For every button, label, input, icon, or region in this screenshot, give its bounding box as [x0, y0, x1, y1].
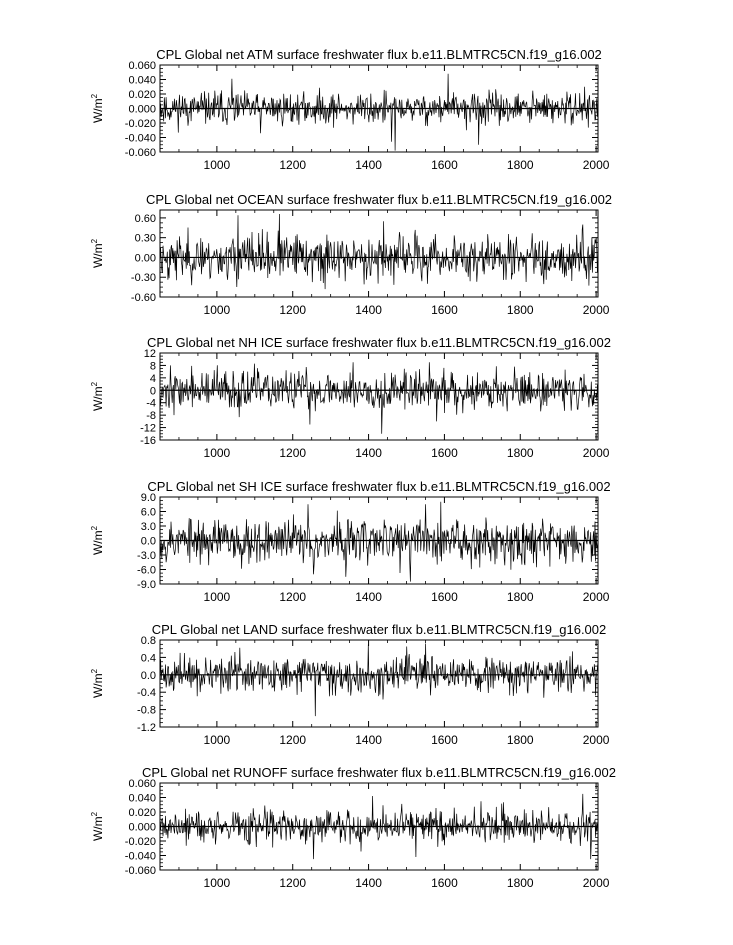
- x-tick-label: 1200: [279, 446, 307, 460]
- x-tick-label: 1600: [431, 733, 458, 747]
- x-tick-label: 1200: [279, 876, 307, 890]
- series-line: [160, 362, 598, 434]
- y-axis-label: [90, 93, 105, 123]
- series-line: [160, 644, 598, 717]
- x-tick-label: 1000: [203, 158, 231, 172]
- chart-title: CPL Global net OCEAN surface freshwater flux b.e11.BLMTRC5CN.f19_g16.002: [145, 192, 613, 207]
- y-tick-label: -6.0: [137, 564, 156, 577]
- y-axis-unit-exponent: 2: [90, 525, 99, 531]
- chart-title: CPL Global net LAND surface freshwater flux b.e11.BLMTRC5CN.f19_g16.002: [151, 622, 607, 637]
- y-tick-label: 0.000: [128, 103, 156, 116]
- y-axis-label: [90, 238, 105, 268]
- y-tick-label: 0.0: [140, 669, 156, 682]
- y-tick-label: -0.8: [137, 704, 156, 717]
- x-tick-label: 1800: [506, 158, 534, 172]
- y-tick-label: 0.4: [140, 652, 156, 665]
- y-tick-label: 0.040: [128, 74, 156, 87]
- y-tick-label: -0.060: [124, 865, 156, 877]
- y-tick-label: -0.020: [124, 836, 156, 848]
- chart-panel-3: [90, 335, 611, 460]
- y-axis-unit: W/m: [91, 98, 105, 124]
- x-tick-label: 1000: [203, 733, 231, 747]
- y-tick-label: 0: [149, 385, 156, 398]
- x-tick-label: 2000: [582, 303, 610, 317]
- x-tick-label: 1000: [203, 303, 231, 317]
- series-line: [160, 74, 598, 151]
- y-tick-label: -12: [140, 422, 156, 435]
- x-tick-label: 1400: [355, 446, 382, 460]
- x-tick-label: 1400: [355, 876, 382, 890]
- x-tick-label: 1400: [355, 590, 382, 604]
- y-tick-label: 0.0: [140, 535, 156, 548]
- chart-title: CPL Global net SH ICE surface freshwater flux b.e11.BLMTRC5CN.f19_g16.002: [147, 479, 611, 494]
- y-tick-label: 4: [149, 372, 156, 385]
- x-tick-label: 1400: [355, 303, 382, 317]
- x-tick-label: 2000: [582, 876, 610, 890]
- x-tick-label: 1600: [431, 158, 458, 172]
- y-tick-label: -4: [146, 397, 156, 410]
- y-tick-label: 12: [143, 348, 156, 360]
- x-tick-label: 1800: [506, 303, 534, 317]
- chart-panel-6: [90, 765, 616, 890]
- y-tick-label: -0.30: [130, 272, 156, 285]
- y-tick-label: -9.0: [137, 579, 156, 591]
- plot-frame: [160, 210, 598, 297]
- x-tick-label: 2000: [582, 158, 610, 172]
- y-tick-label: 0.020: [128, 89, 156, 101]
- y-axis-unit-exponent: 2: [90, 668, 99, 674]
- x-tick-label: 1600: [431, 303, 458, 317]
- y-tick-label: 0.020: [128, 807, 156, 819]
- y-axis-unit: W/m: [91, 243, 105, 269]
- chart-title: CPL Global net ATM surface freshwater flux b.e11.BLMTRC5CN.f19_g16.002: [156, 47, 602, 62]
- y-tick-label: -16: [140, 435, 156, 447]
- x-tick-label: 1600: [431, 446, 458, 460]
- x-tick-label: 1400: [355, 733, 382, 747]
- y-axis-label: [90, 811, 105, 841]
- y-tick-label: -0.60: [130, 292, 156, 304]
- series-line: [160, 214, 598, 289]
- y-axis-unit: W/m: [91, 386, 105, 412]
- x-tick-label: 2000: [582, 446, 610, 460]
- x-tick-label: 2000: [582, 733, 610, 747]
- chart-panel-5: [90, 622, 610, 747]
- y-tick-label: 0.000: [128, 821, 156, 834]
- y-axis-unit-exponent: 2: [90, 381, 99, 387]
- y-tick-label: 8: [149, 360, 156, 373]
- x-tick-label: 1800: [506, 590, 534, 604]
- y-axis-unit: W/m: [91, 673, 105, 699]
- x-tick-label: 1000: [203, 876, 231, 890]
- y-axis-unit: W/m: [91, 530, 105, 556]
- chart-title: CPL Global net NH ICE surface freshwater flux b.e11.BLMTRC5CN.f19_g16.002: [147, 335, 611, 350]
- chart-title: CPL Global net RUNOFF surface freshwater flux b.e11.BLMTRC5CN.f19_g16.002: [142, 765, 616, 780]
- chart-panel-4: [90, 479, 611, 604]
- y-tick-label: -0.020: [124, 118, 156, 130]
- y-tick-label: -1.2: [137, 722, 156, 734]
- chart-panel-1: [90, 47, 610, 172]
- y-tick-label: -8: [146, 410, 156, 423]
- x-tick-label: 1200: [279, 733, 307, 747]
- x-tick-label: 1400: [355, 158, 382, 172]
- y-axis-unit-exponent: 2: [90, 238, 99, 244]
- x-tick-label: 1600: [431, 590, 458, 604]
- x-tick-label: 1200: [279, 303, 307, 317]
- x-tick-label: 1200: [279, 590, 307, 604]
- y-tick-label: -0.040: [124, 850, 156, 863]
- x-tick-label: 1800: [506, 446, 534, 460]
- y-tick-label: -0.060: [124, 147, 156, 159]
- series-line: [160, 502, 598, 582]
- y-tick-label: 0.060: [128, 778, 156, 790]
- y-tick-label: 3.0: [140, 521, 156, 533]
- x-tick-label: 1000: [203, 446, 231, 460]
- chart-panel-2: [90, 192, 612, 317]
- y-tick-label: 0.8: [140, 635, 156, 647]
- y-tick-label: 0.60: [134, 212, 156, 225]
- y-axis-unit-exponent: 2: [90, 811, 99, 817]
- y-axis-unit-exponent: 2: [90, 93, 99, 99]
- y-axis-label: [90, 668, 105, 698]
- y-axis-unit: W/m: [91, 816, 105, 842]
- x-tick-label: 1800: [506, 876, 534, 890]
- x-tick-label: 2000: [582, 590, 610, 604]
- x-tick-label: 1200: [279, 158, 307, 172]
- y-tick-label: -0.4: [137, 687, 156, 700]
- y-tick-label: -3.0: [137, 550, 156, 562]
- y-tick-label: 0.040: [128, 792, 156, 805]
- y-tick-label: 6.0: [140, 506, 156, 519]
- y-tick-label: 0.00: [134, 252, 156, 265]
- y-tick-label: 0.060: [128, 60, 156, 72]
- y-tick-label: 0.30: [134, 232, 156, 245]
- x-tick-label: 1000: [203, 590, 231, 604]
- y-tick-label: 9.0: [140, 492, 156, 504]
- y-axis-label: [90, 381, 105, 411]
- x-tick-label: 1600: [431, 876, 458, 890]
- x-tick-label: 1800: [506, 733, 534, 747]
- y-tick-label: -0.040: [124, 132, 156, 145]
- y-axis-label: [90, 525, 105, 555]
